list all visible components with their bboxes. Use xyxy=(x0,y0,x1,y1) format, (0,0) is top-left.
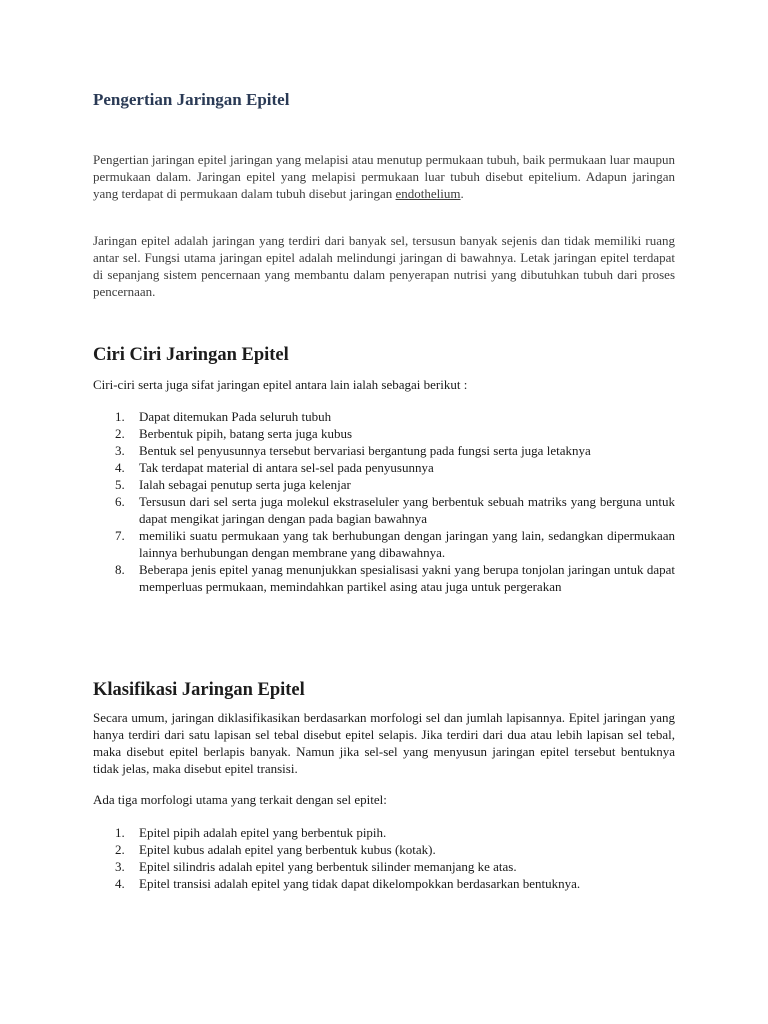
list-item xyxy=(93,459,675,476)
list-item-text: Tersusun dari sel serta juga molekul ekstraseluler yang berbentuk sebuah matriks yang berguna untuk dapat mengikat jaringan dengan pada bagian bawahnya xyxy=(139,494,675,526)
paragraph-text: Pengertian jaringan epitel jaringan yang melapisi atau menutup permukaan tubuh, baik permukaan luar maupun permukaan dalam. Jaringan epitel yang melapisi permukaan luar tubuh disebut epitelium. Adapun jaringan yang terdapat di permukaan dalam tubuh disebut jaringan xyxy=(93,152,675,201)
section-title-ciri: Ciri Ciri Jaringan Epitel xyxy=(93,345,289,365)
list-item-text: Epitel silindris adalah epitel yang berbentuk silinder memanjang ke atas. xyxy=(139,859,517,874)
list-item xyxy=(93,442,675,459)
list-item-text: memiliki suatu permukaan yang tak berhubungan dengan jaringan yang lain, sedangkan dipermukaan lainnya berhubungan dengan membrane yang dibawahnya. xyxy=(139,528,675,560)
list-item-text: Epitel pipih adalah epitel yang berbentuk pipih. xyxy=(139,825,387,840)
list-item-text: Bentuk sel penyusunnya tersebut bervariasi bergantung pada fungsi serta juga letaknya xyxy=(139,443,591,458)
list-item xyxy=(93,493,675,527)
section-title-klasifikasi: Klasifikasi Jaringan Epitel xyxy=(93,680,305,700)
list-item-text: Dapat ditemukan Pada seluruh tubuh xyxy=(139,409,332,424)
list-item-number: 6. xyxy=(115,494,125,509)
list-item-number: 4. xyxy=(115,876,125,891)
list-item xyxy=(93,824,675,841)
list-item-text: Ialah sebagai penutup serta juga kelenjar xyxy=(139,477,351,492)
endothelium-link[interactable]: endothelium xyxy=(395,186,461,201)
paragraph-klasifikasi-1: Secara umum, jaringan diklasifikasikan berdasarkan morfologi sel dan jumlah lapisannya. Epitel jaringan yang hanya terdiri dari satu lapisan sel tebal disebut epitel selapis. Jika terdiri dari dua atau lebih lapisan sel tebal, maka disebut epitel berlapis banyak. Namun jika sel-sel yang menyusun jaringan epitel tersebut bentuknya tidak jelas, maka disebut epitel transisi. xyxy=(93,710,675,776)
list-item-number: 7. xyxy=(115,528,125,543)
list-item xyxy=(93,875,675,892)
list-item xyxy=(93,408,675,425)
paragraph-pengertian-2: Jaringan epitel adalah jaringan yang terdiri dari banyak sel, tersusun banyak sejenis dan tidak memiliki ruang antar sel. Fungsi utama jaringan epitel adalah melindungi jaringan di bawahnya. Letak jaringan epitel terdapat di sepanjang sistem pencernaan yang membantu dalam penyerapan nutrisi yang dibutuhkan tubuh dari proses pencernaan. xyxy=(93,233,675,299)
list-item-number: 5. xyxy=(115,477,125,492)
list-item xyxy=(93,527,675,561)
paragraph-ciri-intro: Ciri-ciri serta juga sifat jaringan epitel antara lain ialah sebagai berikut : xyxy=(93,377,468,392)
list-item-text: Tak terdapat material di antara sel-sel pada penyusunnya xyxy=(139,460,434,475)
list-item-text: Beberapa jenis epitel yanag menunjukkan spesialisasi yakni yang berupa tonjolan jaringan untuk dapat memperluas permukaan, memindahkan partikel asing atau juga untuk pergerakan xyxy=(139,562,675,594)
ciri-list xyxy=(93,408,675,595)
list-item-number: 3. xyxy=(115,859,125,874)
list-item-text: Epitel transisi adalah epitel yang tidak dapat dikelompokkan berdasarkan bentuknya. xyxy=(139,876,581,891)
list-item-number: 2. xyxy=(115,842,125,857)
paragraph-end: . xyxy=(460,186,464,201)
section-title-pengertian: Pengertian Jaringan Epitel xyxy=(93,90,290,109)
list-item-number: 3. xyxy=(115,443,125,458)
paragraph-pengertian-1 xyxy=(93,151,675,202)
list-item-text: Epitel kubus adalah epitel yang berbentuk kubus (kotak). xyxy=(139,842,436,857)
list-item-number: 1. xyxy=(115,409,125,424)
list-item xyxy=(93,561,675,595)
paragraph-klasifikasi-2: Ada tiga morfologi utama yang terkait dengan sel epitel: xyxy=(93,792,387,807)
list-item-number: 8. xyxy=(115,562,125,577)
list-item-number: 2. xyxy=(115,426,125,441)
list-item xyxy=(93,425,675,442)
list-item-text: Berbentuk pipih, batang serta juga kubus xyxy=(139,426,353,441)
list-item-number: 4. xyxy=(115,460,125,475)
morfologi-list xyxy=(93,824,675,892)
list-item xyxy=(93,841,675,858)
list-item-number: 1. xyxy=(115,825,125,840)
list-item xyxy=(93,476,675,493)
list-item xyxy=(93,858,675,875)
